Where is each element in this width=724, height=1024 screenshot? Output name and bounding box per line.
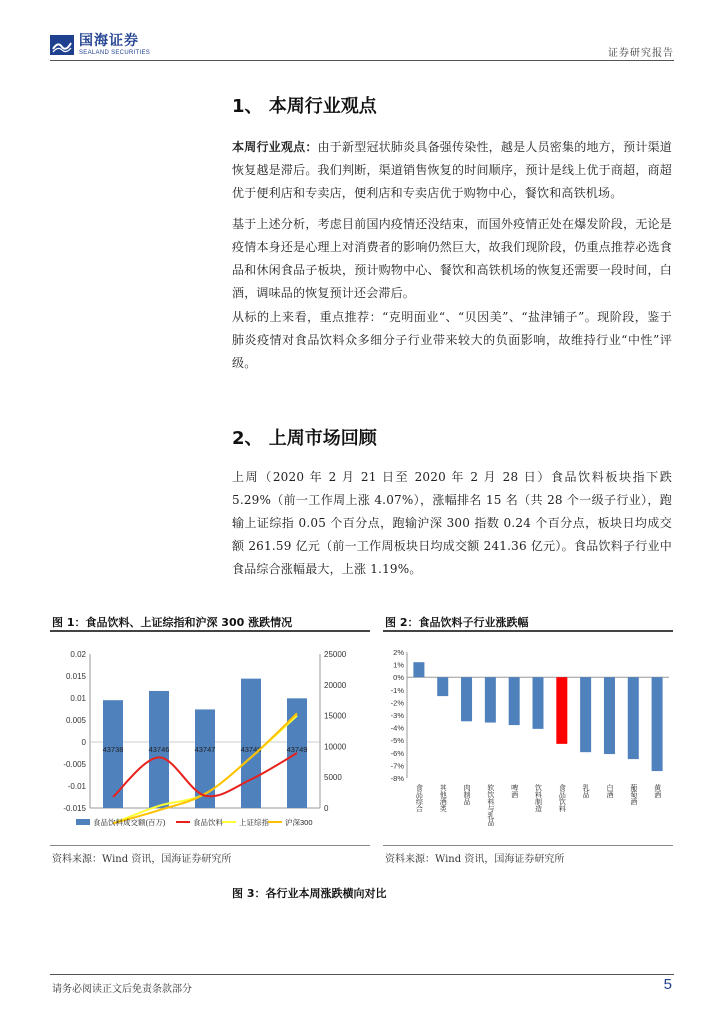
legend-label: 食品饮料成交额(百万)	[93, 818, 166, 827]
subsector-bar	[604, 677, 615, 754]
left-tick-label: 0.01	[70, 694, 86, 703]
figure3-title: 图 3：各行业本周涨跌横向对比	[232, 887, 387, 900]
right-tick-label: 15000	[324, 711, 347, 721]
right-tick-label: 0	[324, 804, 329, 813]
left-tick-label: -0.015	[63, 804, 86, 813]
subsector-bar	[437, 677, 448, 696]
subsector-bar	[461, 677, 472, 721]
y-tick-label: -7%	[390, 761, 404, 771]
category-label: 白酒	[605, 784, 613, 798]
right-tick-label: 20000	[324, 680, 347, 690]
subsector-bar	[628, 677, 639, 759]
legend-label: 上证综指	[239, 818, 269, 827]
y-tick-label: -8%	[390, 774, 404, 783]
category-label: 43747	[194, 745, 216, 754]
logo-cn: 国海证券	[79, 33, 139, 49]
legend-label: 沪深300	[285, 818, 313, 827]
figure1-title-rule	[50, 630, 370, 632]
left-tick-label: -0.005	[63, 760, 86, 769]
right-tick-label: 5000	[324, 773, 342, 783]
subsector-bar	[485, 677, 496, 722]
y-tick-label: 0%	[393, 673, 404, 683]
footer-divider	[50, 974, 674, 975]
y-tick-label: -1%	[390, 685, 404, 695]
left-tick-label: 0	[81, 738, 86, 747]
category-label: 食品饮料	[558, 784, 566, 812]
figure2-bottom-rule	[383, 845, 673, 846]
figure1-title: 图 1：食品饮料、上证综指和沪深 300 涨跌情况	[52, 616, 293, 629]
figure2-title: 图 2：食品饮料子行业涨跌幅	[385, 616, 529, 629]
volume-bar	[103, 700, 123, 808]
footer-disclaimer: 请务必阅读正文后免责条款部分	[52, 984, 192, 995]
subsector-bar	[509, 677, 520, 725]
legend-label: 食品饮料	[193, 818, 223, 827]
y-tick-label: 1%	[393, 660, 404, 670]
right-tick-label: 25000	[324, 650, 347, 659]
category-label: 其他酒类	[439, 784, 447, 812]
subsector-bar	[533, 677, 544, 729]
left-tick-label: 0.015	[65, 672, 86, 681]
category-label: 43738	[102, 745, 124, 754]
category-label: 黄酒	[653, 784, 661, 798]
sealand-logo-icon	[50, 35, 74, 55]
left-tick-label: -0.01	[67, 782, 86, 791]
header-divider	[50, 60, 674, 61]
y-tick-label: -2%	[390, 698, 404, 708]
category-label: 乳品	[582, 784, 590, 798]
category-label: 葡萄酒	[629, 784, 637, 805]
section1-p1-body: 由于新型冠状肺炎具备强传染性，越是人员密集的地方，预计渠道恢复越是滞后。我们判断，渠道销售恢复的时间顺序，预计是线上优于商超，商超优于便利店和专卖店，便利店和专卖店优于购物中心，餐饮和高铁机场。	[232, 140, 672, 200]
subsector-bar	[580, 677, 591, 752]
category-label: 43749	[286, 745, 308, 754]
section1-heading: 1、 本周行业观点	[232, 96, 377, 117]
report-type: 证券研究报告	[608, 48, 674, 59]
category-label: 饮料制造	[534, 784, 542, 812]
right-tick-label: 10000	[324, 742, 347, 752]
y-tick-label: -6%	[390, 748, 404, 758]
section1-paragraph-3: 从标的上来看，重点推荐：“克明面业“、“贝因美”、“盐津铺子”。现阶段，鉴于肺炎疫情对食品饮料众多细分子行业带来较大的负面影响，故维持行业“中性”评级。	[232, 310, 672, 370]
section1-paragraph-2: 基于上述分析，考虑目前国内疫情还没结束，而国外疫情正处在爆发阶段，无论是疫情本身还是心理上对消费者的影响仍然巨大，故我们现阶段，仍重点推荐必选食品和休闲食品子板块，预计购物中心、餐饮和高铁机场的恢复还需要一段时间，白酒，调味品的恢复预计还会滞后。	[232, 217, 672, 300]
category-label: 43748	[240, 745, 262, 754]
section1-paragraph-1	[232, 136, 672, 205]
category-label: 43746	[148, 745, 170, 754]
section2-paragraph-1: 上周（2020 年 2 月 21 日至 2020 年 2 月 28 日）食品饮料板块指下跌 5.29%（前一工作周上涨 4.07%），涨幅排名 15 名（共 28 个一级子行业），跑输上证综指 0.05 个百分点，跑输沪深 300 指数 0.24 个百分点，板块日均成交额 261.59 亿元（前一工作周板块日均成交额 241.36 亿元）。食品饮料子行业中食品综合涨幅最大，上涨 1.19%。	[232, 470, 672, 576]
category-label: 软饮料与乳品	[486, 784, 494, 826]
figure2-chart	[383, 638, 673, 838]
y-tick-label: -4%	[390, 723, 404, 733]
legend-swatch-bar	[76, 819, 90, 825]
page-number: 5	[663, 976, 672, 993]
volume-bar	[241, 679, 261, 808]
figure1-bottom-rule	[50, 845, 370, 846]
section1-lead: 本周行业观点：	[232, 140, 318, 154]
figure2-title-rule	[383, 630, 673, 632]
subsector-bar	[652, 677, 663, 771]
header-logo	[50, 34, 150, 56]
figure1-source: 资料来源：Wind 资讯，国海证券研究所	[52, 854, 232, 865]
y-tick-label: 2%	[393, 648, 404, 657]
figure1-chart	[52, 638, 370, 838]
y-tick-label: -3%	[390, 711, 404, 720]
left-tick-label: 0.005	[65, 716, 86, 725]
figure2-source: 资料来源：Wind 资讯，国海证券研究所	[385, 854, 565, 865]
subsector-bar	[413, 662, 424, 677]
subsector-bar	[556, 677, 567, 744]
logo-en: SEALAND SECURITIES	[79, 50, 151, 56]
y-tick-label: -5%	[390, 736, 404, 746]
left-tick-label: 0.02	[70, 650, 86, 659]
category-label: 肉制品	[463, 784, 471, 805]
section2-heading: 2、 上周市场回顾	[232, 428, 377, 449]
category-label: 啤酒	[510, 784, 518, 798]
category-label: 食品综合	[415, 784, 423, 812]
